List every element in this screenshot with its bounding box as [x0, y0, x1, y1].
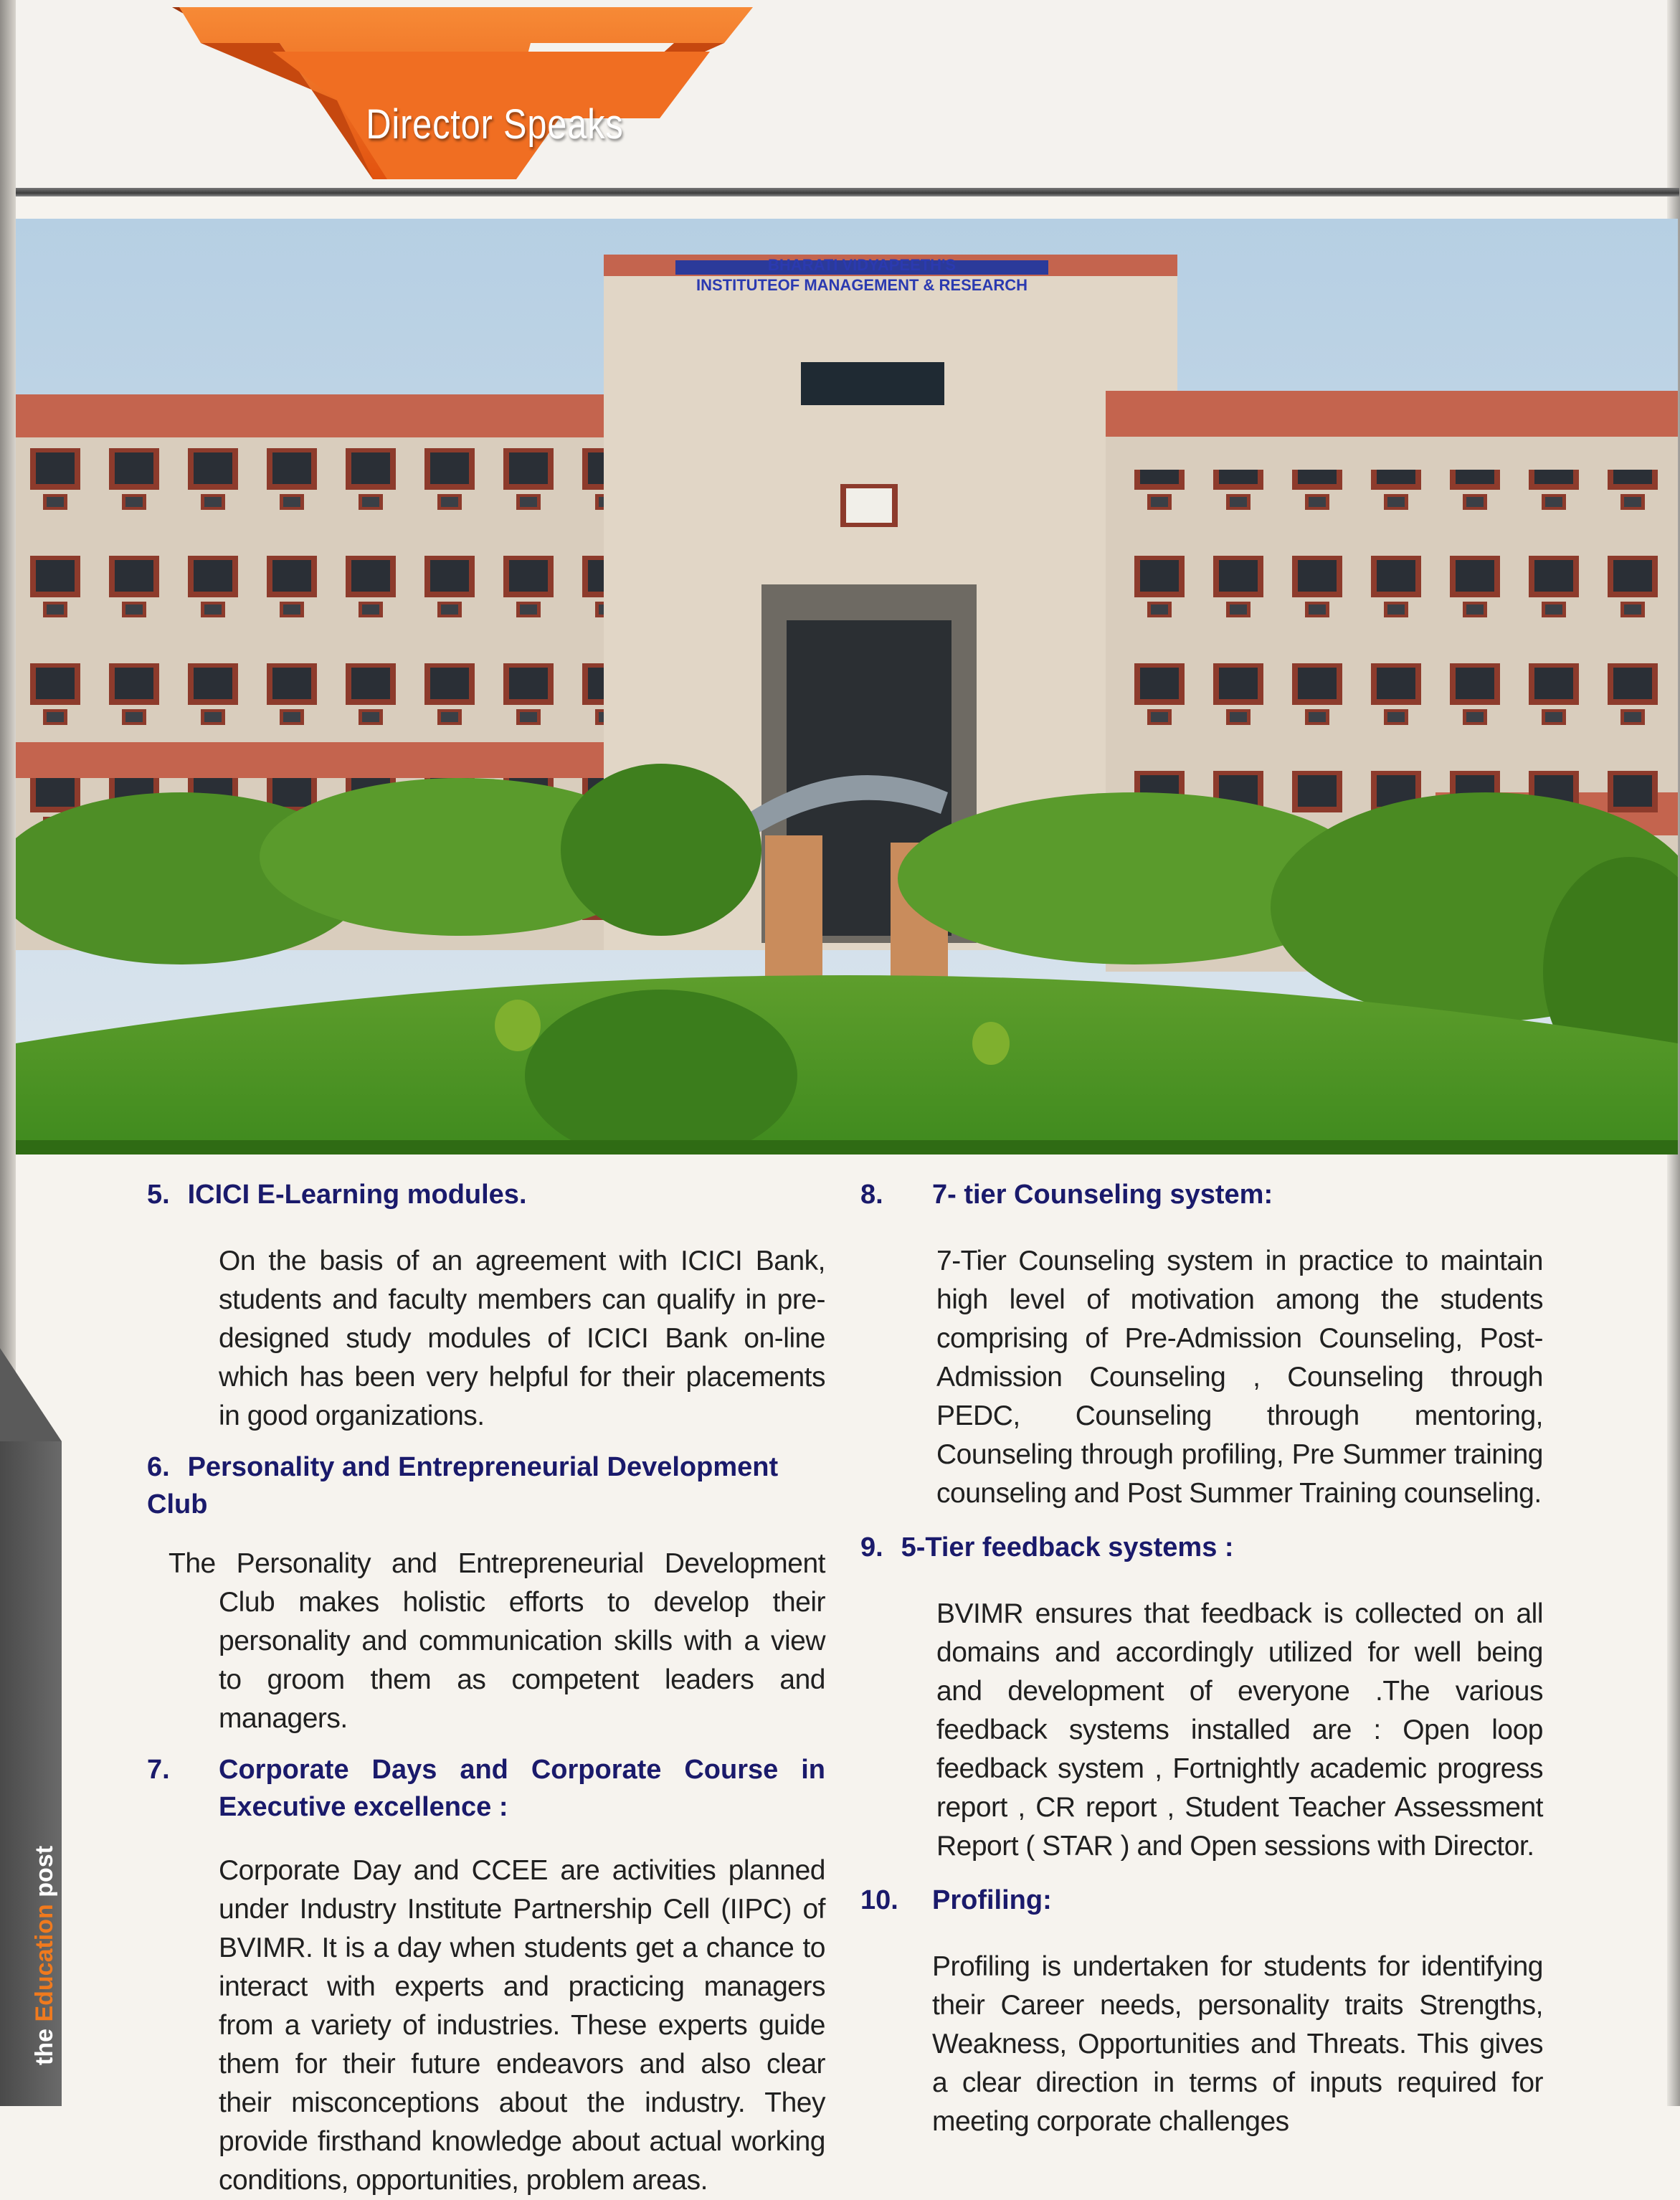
section-7: [147, 1751, 828, 2200]
section-ribbon: [158, 0, 774, 188]
campus-illustration: [16, 219, 1678, 1154]
section-title-text: 5-Tier feedback systems :: [901, 1532, 1234, 1563]
magazine-name: [31, 1846, 59, 2065]
section-heading: [147, 1751, 828, 1826]
section-body: The Personality and Entrepreneurial Development Club makes holistic efforts to develop their personality and communication skills with a view to groom them as competent leaders and managers.: [169, 1548, 825, 1734]
section-body: On the basis of an agreement with ICICI Bank, students and faculty members can qualify in pre-designed study modules of ICICI Bank on-line which has been very helpful for their placements in good organizations.: [219, 1246, 825, 1431]
section-heading: [147, 1449, 828, 1523]
magazine-name-suffix: post: [31, 1845, 58, 1897]
section-number: 7.: [147, 1755, 170, 1785]
right-column: [860, 1176, 1549, 2141]
section-heading: [860, 1176, 1549, 1213]
section-9: [860, 1529, 1549, 1866]
section-number: 10.: [860, 1885, 898, 1915]
section-5: [147, 1176, 828, 1436]
section-title-text: Corporate Days and Corporate Course in Executive excellence :: [219, 1755, 825, 1822]
section-title-text: Profiling:: [932, 1885, 1052, 1915]
section-body: Profiling is undertaken for students for identifying their Career needs, personality traits Strengths, Weakness, Opportunities and Threats. This gives a clear direction in terms of inputs required for meeting corporate challenges: [932, 1951, 1543, 2137]
section-8: [860, 1176, 1549, 1513]
campus-building-photo: [16, 219, 1678, 1154]
section-body: Corporate Day and CCEE are activities planned under Industry Institute Partnership Cell (IIPC) of BVIMR. It is a day when students get a chance to interact with experts and practicing managers from a variety of industries. These experts guide them for their future endeavors and also clear their misconceptions about the industry. They provide firsthand knowledge about actual working conditions, opportunities, problem areas.: [219, 1855, 825, 2196]
section-heading: [860, 1529, 1549, 1566]
section-10: [860, 1882, 1549, 2141]
section-title-text: ICICI E-Learning modules.: [187, 1180, 527, 1210]
photo-signage-line1: BHARATI VIDYAPEETH'S: [768, 256, 956, 274]
section-number: 5.: [147, 1180, 170, 1210]
section-6: [147, 1449, 828, 1738]
section-number: 8.: [860, 1180, 883, 1210]
section-title: Director Speaks: [366, 101, 624, 148]
section-number: 9.: [860, 1532, 883, 1563]
left-column: [147, 1176, 828, 2200]
magazine-name-prefix: the: [31, 2029, 58, 2065]
section-heading: [860, 1882, 1549, 1919]
header-rule: [16, 188, 1679, 196]
section-title-text: 7- tier Counseling system:: [932, 1180, 1273, 1210]
magazine-name-highlight: Education: [31, 1904, 58, 2022]
section-title-text: Personality and Entrepreneurial Development Club: [147, 1452, 779, 1519]
section-body: BVIMR ensures that feedback is collected on all domains and accordingly utilized for well being and development of everyone .The various feedback systems installed are : Open loop feedback system , Fortnightly academic progress report , CR report , Student Teacher Assessment Report ( STAR ) and Open sessions with Director.: [936, 1598, 1543, 1862]
section-heading: [147, 1176, 828, 1213]
photo-signage-line2: INSTITUTEOF MANAGEMENT & RESEARCH: [696, 276, 1028, 294]
section-body: 7-Tier Counseling system in practice to maintain high level of motivation among the students comprising of Pre-Admission Counseling, Post- Admission Counseling , Counseling through PEDC, Counseling through mentoring, Counseling through profiling, Pre Summer training counseling and Post Summer Training counseling.: [936, 1246, 1543, 1509]
section-number: 6.: [147, 1452, 170, 1482]
side-tab-corner: [0, 1348, 62, 1441]
